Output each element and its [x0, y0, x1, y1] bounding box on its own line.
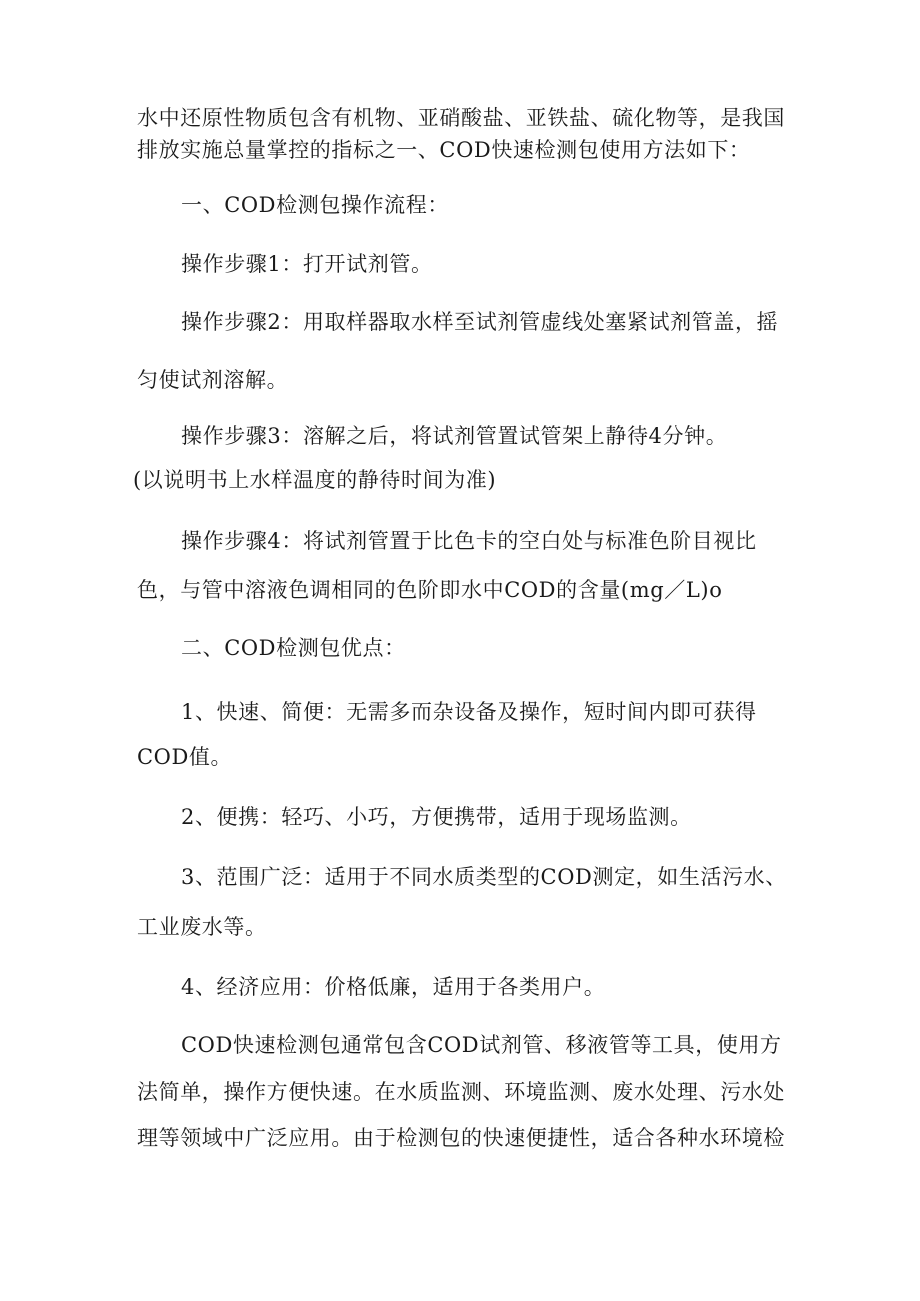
intro-line-1: 水中还原性物质包含有机物、亚硝酸盐、亚铁盐、硫化物等，是我国: [137, 106, 785, 130]
advantage-4-line-1: 4、经济应用：价格低廉，适用于各类用户。: [181, 975, 606, 999]
step-4-line-1: 操作步骤4：将试剂管置于比色卡的空白处与标准色阶目视比: [181, 529, 757, 553]
summary-line-2: 法简单，操作方便快速。在水质监测、环境监测、废水处理、污水处: [137, 1080, 785, 1104]
advantage-3-line-1: 3、范围广泛：适用于不同水质类型的COD测定，如生活污水、: [181, 865, 787, 889]
step-4-line-2: 色，与管中溶液色调相同的色阶即水中COD的含量(mg／L)o: [137, 578, 723, 602]
step-3-note: (以说明书上水样温度的静待时间为准): [133, 468, 497, 492]
intro-line-2: 排放实施总量掌控的指标之一、COD快速检测包使用方法如下：: [137, 138, 751, 162]
step-2-line-1: 操作步骤2：用取样器取水样至试剂管虚线处塞紧试剂管盖，摇: [181, 310, 779, 334]
step-3-line-1: 操作步骤3：溶解之后，将试剂管置试管架上静待4分钟。: [181, 424, 728, 448]
step-1-line-1: 操作步骤1：打开试剂管。: [181, 252, 433, 276]
advantage-1-line-1: 1、快速、简便：无需多而杂设备及操作，短时间内即可获得: [181, 700, 757, 724]
summary-line-3: 理等领域中广泛应用。由于检测包的快速便捷性，适合各种水环境检: [137, 1126, 785, 1150]
advantage-1-line-2: COD值。: [137, 745, 233, 769]
summary-line-1: COD快速检测包通常包含COD试剂管、移液管等工具，使用方: [181, 1033, 782, 1057]
section-heading-procedure: 一、COD检测包操作流程：: [181, 193, 449, 217]
advantage-2-line-1: 2、便携：轻巧、小巧，方便携带，适用于现场监测。: [181, 805, 692, 829]
section-heading-advantages: 二、COD检测包优点：: [181, 636, 406, 660]
step-2-line-2: 匀使试剂溶解。: [137, 368, 289, 392]
advantage-3-line-2: 工业废水等。: [137, 915, 267, 939]
